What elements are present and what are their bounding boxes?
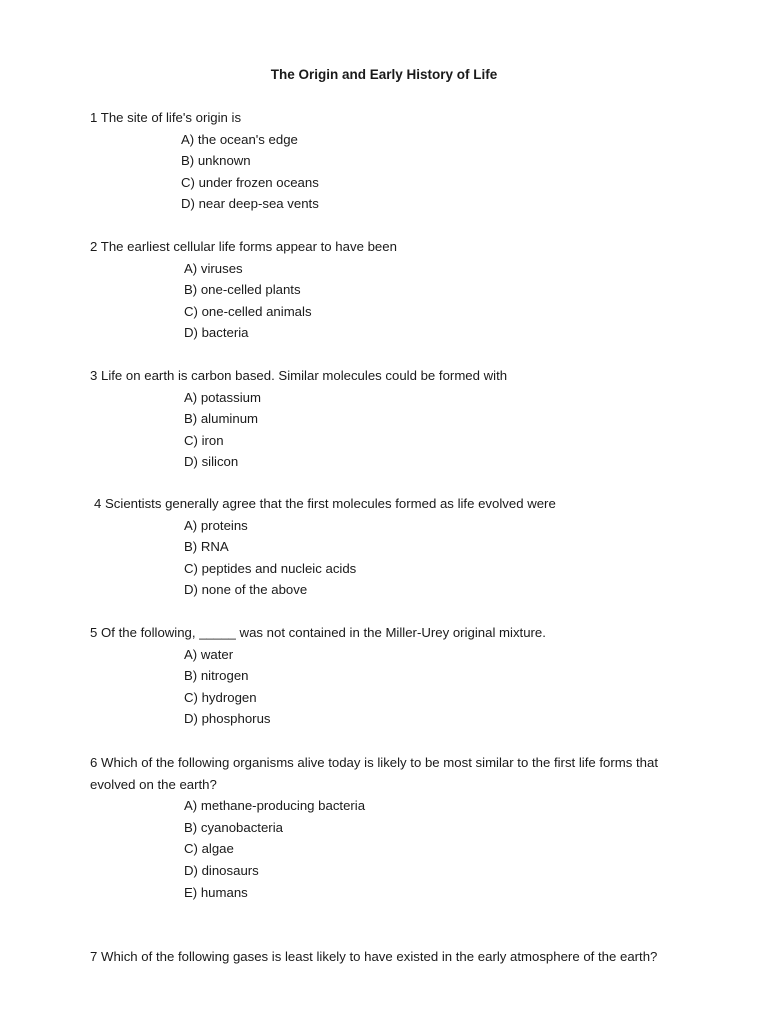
answer-option: A) methane-producing bacteria: [184, 798, 366, 814]
answer-option: D) phosphorus: [184, 711, 271, 727]
answer-options: [90, 644, 680, 730]
answer-option: B) aluminum: [184, 411, 259, 427]
answer-option: B) cyanobacteria: [184, 819, 283, 835]
question-text: 1 The site of life's origin is: [90, 110, 242, 125]
answer-options: [90, 795, 680, 903]
answer-options: [90, 129, 680, 215]
answer-option: A) the ocean's edge: [181, 131, 298, 147]
document-title: The Origin and Early History of Life: [270, 67, 498, 82]
answer-option: D) dinosaurs: [184, 862, 259, 878]
answer-options: [90, 258, 680, 344]
question-2: [90, 236, 680, 344]
question-5: [90, 622, 680, 730]
answer-option: A) water: [184, 646, 234, 662]
answer-option: D) none of the above: [184, 582, 308, 598]
question-7: [90, 946, 680, 968]
answer-option: B) unknown: [181, 153, 251, 169]
answer-option: A) proteins: [184, 517, 248, 533]
question-text: 4 Scientists generally agree that the first molecules formed as life evolved were: [94, 496, 556, 511]
answer-options: [90, 387, 680, 473]
question-3: [90, 365, 680, 473]
answer-option: D) silicon: [184, 454, 239, 470]
answer-option: B) RNA: [184, 539, 229, 555]
answer-option: C) peptides and nucleic acids: [184, 560, 357, 576]
question-text: 3 Life on earth is carbon based. Similar molecules could be formed with: [90, 368, 508, 383]
answer-option: C) one-celled animals: [184, 303, 312, 319]
answer-option: B) one-celled plants: [184, 282, 301, 298]
answer-option: E) humans: [184, 884, 248, 900]
answer-option: D) bacteria: [184, 325, 249, 341]
question-text: 5 Of the following, _____ was not contained in the Miller-Urey original mixture.: [90, 625, 546, 640]
answer-option: C) hydrogen: [184, 689, 257, 705]
answer-option: C) under frozen oceans: [181, 174, 319, 190]
question-text: 6 Which of the following organisms alive today is likely to be most similar to the first life forms that evolved on the earth?: [90, 755, 659, 792]
answer-option: A) potassium: [184, 389, 261, 405]
question-4: [90, 493, 680, 601]
question-text: 7 Which of the following gases is least likely to have existed in the early atmosphere of the earth?: [90, 949, 658, 964]
question-6: [90, 752, 680, 903]
answer-option: B) nitrogen: [184, 668, 249, 684]
answer-option: A) viruses: [184, 260, 243, 276]
answer-option: D) near deep-sea vents: [181, 196, 319, 212]
answer-options: [90, 515, 680, 601]
question-1: [90, 107, 680, 215]
answer-option: C) iron: [184, 432, 224, 448]
answer-option: C) algae: [184, 841, 234, 857]
question-text: 2 The earliest cellular life forms appear to have been: [90, 239, 397, 254]
